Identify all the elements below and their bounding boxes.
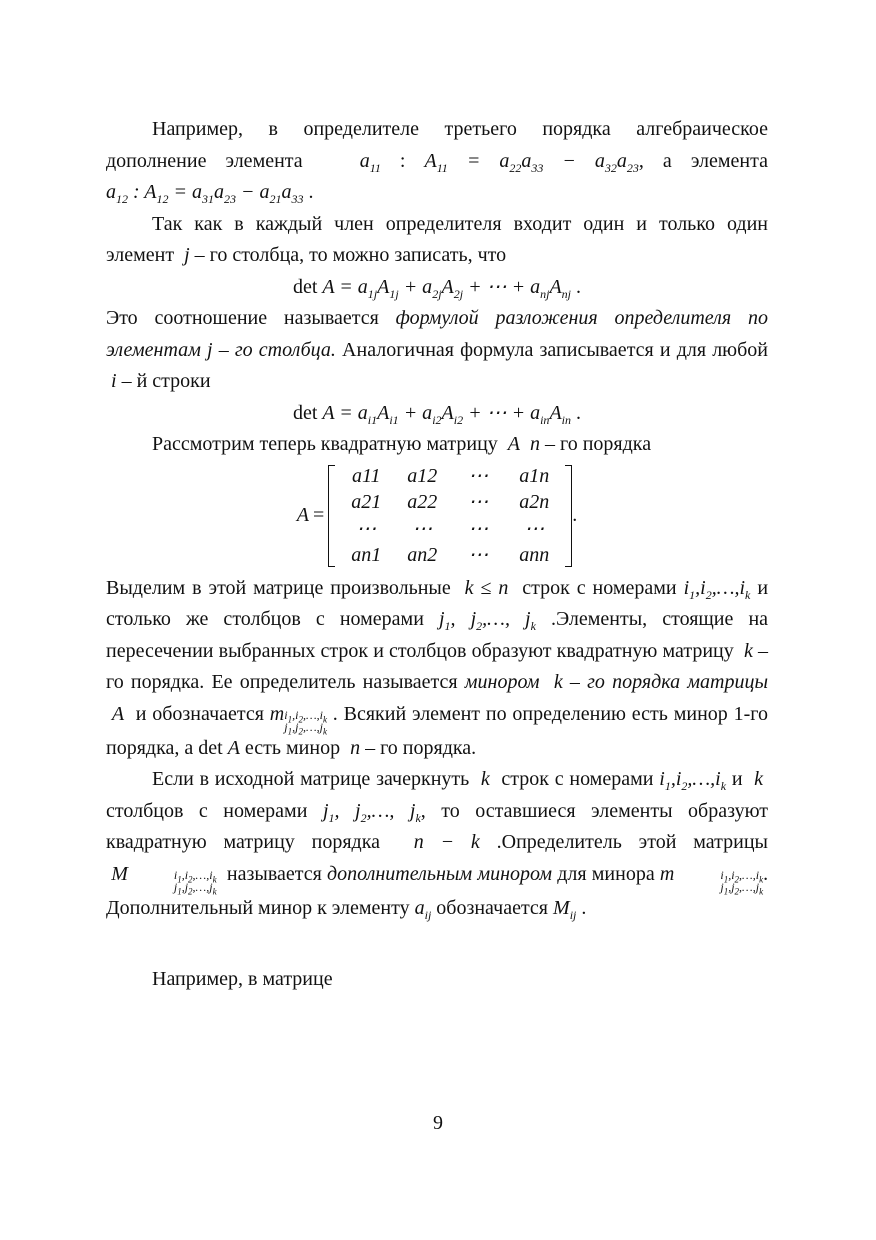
term-minor: минором: [464, 671, 540, 693]
paragraph-minor-definition: Выделим в этой матрице произвольные k ≤ n строк с номерами $i_1,i_2,\dots,i_k$ и столько же столбцов с номерами $j_1$, $j_2,\dots$, $j_k$ .Элементы, стоящие на пересечении выбранных строк и столбцов образуют квадратную матрицу k – го порядка. Ее определитель называется минором k – го порядка матрицы A и обозначается m $i_1,i_2,\dots,i_k$ $j_1,j_2,\dots,j_k$ . Всякий элемент по определению есть минор 1-го порядка, а det A есть минор n – го порядка.: [106, 576, 769, 759]
formula-complementary-minor: M $i_1,i_2,\dots,i_k$ $j_1,j_2,\dots,j_k$: [111, 862, 217, 896]
matrix-cell: ⋯: [468, 464, 489, 487]
matrix-row: [338, 542, 562, 569]
matrix-cell: a21: [351, 491, 382, 513]
matrix-table: [338, 463, 562, 569]
formula-a11: $a_{11}$: [359, 149, 381, 175]
matrix-A: A = a11 a12 ⋯ a1n a21 a22 ⋯ a2n ⋯ ⋯ ⋯ ⋯ an1 an2 ⋯ ann .: [106, 463, 768, 569]
paragraph-example-cofactor: Например, в определителе третьего порядка алгебраическое дополнение элемента $a_{11}$ : $A_{11} = a_{22}a_{33} - a_{32}a_{23}$, а элемента $a_{12}$ : $A_{12} = a_{31}a_{23} - a_{21}a_{33}$ .: [106, 118, 768, 206]
formula-minor: m $i_1,i_2,\dots,i_k$ $j_1,j_2,\dots,j_k$: [269, 702, 327, 736]
matrix-cell: an1: [351, 544, 382, 566]
formula-A12: $a_{12}$ : $A_{12} = a_{31}a_{23} - a_{21}a_{33}$: [106, 181, 304, 206]
matrix-row: [338, 516, 562, 543]
matrix-cell: a22: [407, 491, 438, 513]
formula-A11: $A_{11} = a_{22}a_{33} - a_{32}a_{23}$: [424, 149, 639, 175]
matrix-row: [338, 463, 562, 490]
matrix-cell: ⋯: [412, 517, 433, 540]
matrix-cell: ⋯: [468, 517, 489, 540]
paragraph-example-matrix: Например, в матрице: [152, 968, 333, 990]
paragraph-square-matrix: Рассмотрим теперь квадратную матрицу A n – го порядка: [152, 433, 652, 455]
formula-column-expansion: $\det A = a_{1j}A_{1j} + a_{2j}A_{2j}$ + ⋯ + $a_{nj}A_{nj}$ .: [292, 275, 581, 301]
paragraph-complementary-minor: Если в исходной матрице зачеркнуть k строк с номерами $i_1,i_2,\dots,i_k$ и k столбцов с номерами $j_1$, $j_2,\dots$, $j_k$, то оставшиеся элементы образуют квадратную матрицу порядка n − k .Определитель этой матрицы M $i_1,i_2,\dots,i_k$ $j_1,j_2,\dots,j_k$ называется дополнительным минором для минора m $i_1,i_2,\dots,i_k$ $j_1,j_2,\dots,j_k$ . Дополнительный минор к элементу $a_{ij}$ обозначается $M_{ij}$ .: [106, 768, 769, 922]
matrix-row: [338, 489, 562, 516]
term-expansion-formula: формулой разложения определителя по элементам j – го столбца.: [106, 307, 768, 361]
matrix-cell: a2n: [519, 491, 550, 513]
matrix-cell: ann: [519, 544, 550, 566]
matrix-cell: ⋯: [468, 491, 489, 513]
matrix-cell: ⋯: [468, 544, 489, 566]
matrix-cell: ⋯: [524, 517, 545, 540]
matrix-cell: an2: [407, 544, 438, 566]
paragraph-column-expansion: Так как в каждый член определителя входит один и только один элемент j – го столбца, то можно записать, что: [106, 212, 768, 266]
paragraph-expansion-term: Это соотношение называется формулой разложения определителя по элементам j – го столбца. Аналогичная формула записывается и для любой i – й строки: [106, 307, 768, 392]
page-number: 9: [433, 1112, 443, 1134]
document-page: [106, 114, 768, 996]
formula-row-expansion: $\det A = a_{i1}A_{i1} + a_{i2}A_{i2}$ + ⋯ + $a_{in}A_{in}$ .: [292, 401, 581, 427]
matrix-cell: a11: [351, 464, 381, 487]
matrix-cell: a1n: [519, 464, 550, 487]
term-complementary-minor: дополнительным минором: [327, 862, 553, 885]
matrix-cell: a12: [407, 464, 438, 487]
matrix-cell: ⋯: [356, 517, 377, 540]
